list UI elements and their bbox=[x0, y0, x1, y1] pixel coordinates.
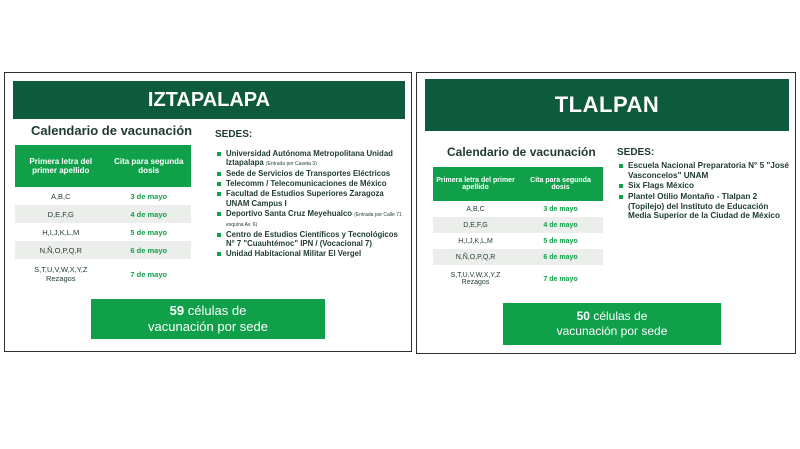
sede-note: (Entrada por Caseta 3) bbox=[265, 161, 317, 168]
letters-text: S,T,U,V,W,X,Y,Z bbox=[34, 265, 88, 274]
cells-text-1: células de bbox=[593, 309, 648, 323]
tlalpan-panel bbox=[416, 72, 796, 354]
table-row bbox=[15, 187, 191, 205]
letters-cell: D,E,F,G bbox=[15, 205, 107, 223]
letters-cell: N,Ñ,O,P,Q,R bbox=[15, 241, 107, 259]
cells-count-banner bbox=[91, 299, 325, 339]
list-item bbox=[217, 189, 407, 207]
cells-number: 59 bbox=[169, 302, 185, 318]
cells-text-2: vacunación por sede bbox=[148, 319, 268, 334]
list-item bbox=[217, 149, 407, 168]
letters-subtext: Rezagos bbox=[461, 279, 490, 286]
list-item bbox=[217, 249, 407, 258]
table-header-row bbox=[433, 167, 603, 201]
date-cell: 5 de mayo bbox=[130, 227, 168, 237]
sedes-title: SEDES: bbox=[617, 147, 655, 158]
sede-name: Facultad de Estudios Superiores Zaragoza UNAM Campus I bbox=[226, 189, 384, 208]
panel-title: TLALPAN bbox=[425, 79, 789, 131]
table-row bbox=[15, 241, 191, 259]
cells-text-1: células de bbox=[187, 302, 247, 318]
sede-name: Sede de Servicios de Transportes Eléctricos bbox=[226, 169, 391, 179]
sede-name: Escuela Nacional Preparatoria N° 5 "José Vasconcelos" UNAM bbox=[628, 161, 789, 180]
column-header-letter: Primera letra del primer apellido bbox=[433, 167, 518, 201]
date-cell: 3 de mayo bbox=[543, 205, 578, 213]
date-cell: 6 de mayo bbox=[518, 249, 603, 265]
list-item bbox=[619, 161, 791, 180]
sedes-title: SEDES: bbox=[215, 129, 253, 140]
date-cell: 6 de mayo bbox=[107, 241, 191, 259]
letters-cell: N,Ñ,O,P,Q,R bbox=[433, 249, 518, 265]
table-row bbox=[15, 259, 191, 289]
cells-text-2: vacunación por sede bbox=[556, 324, 668, 338]
list-item bbox=[619, 192, 791, 221]
cells-line-1 bbox=[577, 309, 648, 324]
sedes-list bbox=[619, 161, 791, 222]
date-cell: 7 de mayo bbox=[130, 269, 168, 279]
table-row bbox=[15, 205, 191, 223]
sede-name: Deportivo Santa Cruz Meyehualco bbox=[226, 208, 353, 218]
table-row bbox=[433, 233, 603, 249]
sede-note: (Entrada por Calle 71 esquina Av. 6) bbox=[226, 211, 402, 228]
letters-cell: H,I,J,K,L,M bbox=[458, 237, 493, 245]
table-header-row bbox=[15, 145, 191, 187]
sede-name: Universidad Autónoma Metropolitana Unidad Iztapalapa bbox=[226, 149, 393, 168]
letters-cell: A,B,C bbox=[50, 191, 71, 201]
sede-name: Unidad Habitacional Militar El Vergel bbox=[226, 248, 362, 258]
date-cell: 7 de mayo bbox=[543, 275, 578, 283]
column-header-date: Cita para segunda dosis bbox=[107, 145, 191, 187]
table-row bbox=[433, 265, 603, 293]
list-item bbox=[619, 181, 791, 191]
vaccination-calendar-table bbox=[433, 167, 603, 293]
panel-title: IZTAPALAPA bbox=[13, 81, 405, 119]
column-header-letter: Primera letra del primer apellido bbox=[15, 145, 107, 187]
date-cell: 5 de mayo bbox=[543, 237, 578, 245]
sede-name: Plantel Otilio Montaño - Tlalpan 2 (Topilejo) del Instituto de Educación Media Superior de la Ciudad de México bbox=[628, 192, 780, 221]
sede-name: Telecomm / Telecomunicaciones de México bbox=[226, 179, 387, 189]
date-cell: 4 de mayo bbox=[518, 217, 603, 233]
calendar-title: Calendario de vacunación bbox=[31, 123, 193, 138]
vaccination-calendar-table bbox=[15, 145, 191, 289]
column-header-date: Cita para segunda dosis bbox=[518, 167, 603, 201]
letters-cell: A,B,C bbox=[466, 205, 485, 213]
list-item bbox=[217, 179, 407, 188]
list-item bbox=[217, 169, 407, 178]
letters-cell bbox=[433, 265, 518, 293]
letters-cell: D,E,F,G bbox=[433, 217, 518, 233]
table-row bbox=[433, 249, 603, 265]
date-cell: 4 de mayo bbox=[107, 205, 191, 223]
list-item bbox=[217, 209, 407, 229]
letters-text: S,T,U,V,W,X,Y,Z bbox=[450, 272, 501, 279]
sedes-list bbox=[217, 149, 407, 259]
calendar-title: Calendario de vacunación bbox=[447, 145, 596, 159]
list-item bbox=[217, 230, 407, 248]
table-row bbox=[433, 201, 603, 217]
sede-name: Six Flags México bbox=[628, 181, 694, 191]
table-row bbox=[15, 223, 191, 241]
sede-name: Centro de Estudios Científicos y Tecnológicos N° 7 "Cuauhtémoc" IPN / (Vocacional 7) bbox=[226, 229, 398, 248]
cells-count-banner bbox=[503, 303, 721, 345]
cells-number: 50 bbox=[576, 309, 590, 323]
table-row bbox=[433, 217, 603, 233]
cells-line-1 bbox=[170, 303, 247, 319]
date-cell: 3 de mayo bbox=[130, 191, 168, 201]
iztapalapa-panel bbox=[4, 72, 412, 352]
letters-subtext: Rezagos bbox=[45, 274, 76, 283]
letters-cell: H,I,J,K,L,M bbox=[42, 227, 80, 237]
letters-cell bbox=[15, 259, 107, 289]
